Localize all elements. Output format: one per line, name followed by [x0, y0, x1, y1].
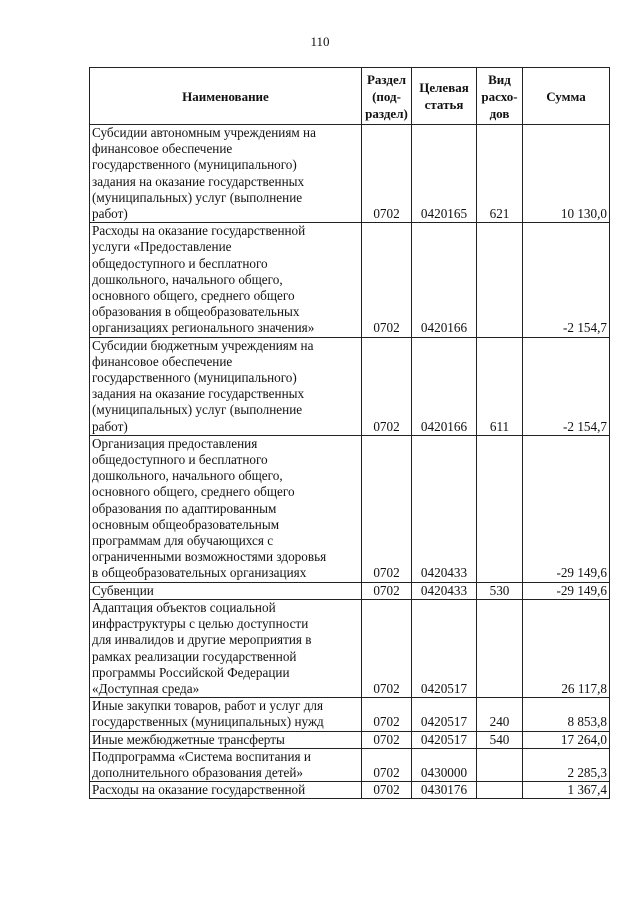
row-name-line: задания на оказание государственных — [92, 386, 305, 402]
row-name-line: государственных (муниципальных) нужд — [92, 714, 324, 730]
row-section: 0702 — [362, 731, 412, 748]
page-number: 110 — [310, 34, 330, 49]
row-sum: 26 117,8 — [523, 599, 610, 697]
row-name-line: дошкольного, начального общего, — [92, 271, 283, 287]
row-name-line: основного общего, среднего общего — [92, 484, 295, 500]
row-name — [90, 125, 362, 223]
row-type — [477, 599, 523, 697]
row-article: 0420166 — [412, 337, 477, 435]
table-row — [90, 223, 610, 337]
row-name — [90, 731, 362, 748]
row-name-line: работ) — [92, 418, 128, 434]
row-type: 530 — [477, 582, 523, 599]
header-article: Целевая статья — [412, 68, 477, 125]
row-article: 0420517 — [412, 599, 477, 697]
row-sum: -29 149,6 — [523, 582, 610, 599]
row-name-line: Субсидии бюджетным учреждениям на — [92, 337, 314, 353]
row-name-line: Субсидии автономным учреждениям на — [92, 125, 316, 140]
row-section: 0702 — [362, 748, 412, 781]
row-name-line: задания на оказание государственных — [92, 173, 305, 189]
table-row — [90, 582, 610, 599]
row-section: 0702 — [362, 698, 412, 731]
row-name-line: рамках реализации государственной — [92, 648, 297, 664]
row-section: 0702 — [362, 782, 412, 799]
row-type — [477, 782, 523, 799]
header-sum: Сумма — [523, 68, 610, 125]
row-name-line: (муниципальных) услуг (выполнение — [92, 402, 303, 418]
row-sum: -2 154,7 — [523, 337, 610, 435]
row-name-line: финансовое обеспечение — [92, 353, 233, 369]
row-name-line: инфраструктуры с целью доступности — [92, 616, 309, 632]
row-article: 0420517 — [412, 731, 477, 748]
row-article: 0430176 — [412, 782, 477, 799]
row-section: 0702 — [362, 599, 412, 697]
table-header-row — [90, 68, 610, 125]
header-name: Наименование — [90, 68, 362, 125]
budget-table — [89, 67, 610, 799]
row-name-line: организациях регионального значения» — [92, 320, 315, 336]
table-row — [90, 125, 610, 223]
row-name — [90, 435, 362, 582]
row-section: 0702 — [362, 337, 412, 435]
row-name — [90, 698, 362, 731]
row-name-line: дополнительного образования детей» — [92, 764, 303, 780]
row-name-line: основным общеобразовательным — [92, 516, 280, 532]
table-row — [90, 435, 610, 582]
row-sum: 8 853,8 — [523, 698, 610, 731]
row-name-line: программам для обучающихся с — [92, 533, 274, 549]
row-article: 0420517 — [412, 698, 477, 731]
table-row — [90, 698, 610, 731]
row-name-line: государственного (муниципального) — [92, 157, 297, 173]
row-name-line: услуги «Предоставление — [92, 239, 232, 255]
row-name-line: «Доступная среда» — [92, 680, 200, 696]
row-name-line: финансовое обеспечение — [92, 141, 233, 157]
row-article: 0420433 — [412, 582, 477, 599]
row-sum: 2 285,3 — [523, 748, 610, 781]
row-type: 540 — [477, 731, 523, 748]
row-name-line: Адаптация объектов социальной — [92, 599, 276, 615]
header-section: Раздел (под- раздел) — [362, 68, 412, 125]
row-name-line: Иные межбюджетные трансферты — [92, 731, 285, 747]
row-type: 621 — [477, 125, 523, 223]
row-section: 0702 — [362, 435, 412, 582]
row-name-line: работ) — [92, 206, 128, 222]
row-name — [90, 223, 362, 337]
row-type: 611 — [477, 337, 523, 435]
row-name-line: государственного (муниципального) — [92, 370, 297, 386]
table-row — [90, 748, 610, 781]
row-article: 0420166 — [412, 223, 477, 337]
row-name — [90, 748, 362, 781]
row-section: 0702 — [362, 223, 412, 337]
row-sum: -2 154,7 — [523, 223, 610, 337]
row-name-line: (муниципальных) услуг (выполнение — [92, 189, 303, 205]
table-row — [90, 782, 610, 799]
row-section: 0702 — [362, 125, 412, 223]
row-name-line: Субвенции — [92, 582, 154, 598]
row-sum: -29 149,6 — [523, 435, 610, 582]
row-name-line: Иные закупки товаров, работ и услуг для — [92, 698, 324, 714]
row-sum: 10 130,0 — [523, 125, 610, 223]
row-name-line: Расходы на оказание государственной — [92, 782, 306, 798]
row-name-line: основного общего, среднего общего — [92, 288, 295, 304]
row-name — [90, 599, 362, 697]
row-name-line: Организация предоставления — [92, 435, 258, 451]
row-name-line: общедоступного и бесплатного — [92, 255, 268, 271]
row-section: 0702 — [362, 582, 412, 599]
row-article: 0430000 — [412, 748, 477, 781]
row-name — [90, 337, 362, 435]
table-row — [90, 731, 610, 748]
row-type — [477, 435, 523, 582]
row-name-line: ограниченными возможностями здоровья — [92, 549, 327, 565]
row-sum: 1 367,4 — [523, 782, 610, 799]
row-name-line: дошкольного, начального общего, — [92, 468, 283, 484]
row-sum: 17 264,0 — [523, 731, 610, 748]
row-type: 240 — [477, 698, 523, 731]
row-type — [477, 223, 523, 337]
row-name-line: программы Российской Федерации — [92, 664, 290, 680]
row-name-line: для инвалидов и другие мероприятия в — [92, 632, 312, 648]
row-name-line: образования в общеобразовательных — [92, 304, 300, 320]
row-name-line: Подпрограмма «Система воспитания и — [92, 748, 311, 764]
row-name-line: в общеобразовательных организациях — [92, 565, 307, 581]
table-row — [90, 337, 610, 435]
header-type: Вид расхо- дов — [477, 68, 523, 125]
row-name-line: общедоступного и бесплатного — [92, 452, 268, 468]
table-row — [90, 599, 610, 697]
row-type — [477, 748, 523, 781]
row-name — [90, 782, 362, 799]
row-article: 0420433 — [412, 435, 477, 582]
row-name — [90, 582, 362, 599]
row-article: 0420165 — [412, 125, 477, 223]
row-name-line: образования по адаптированным — [92, 500, 277, 516]
row-name-line: Расходы на оказание государственной — [92, 223, 306, 239]
